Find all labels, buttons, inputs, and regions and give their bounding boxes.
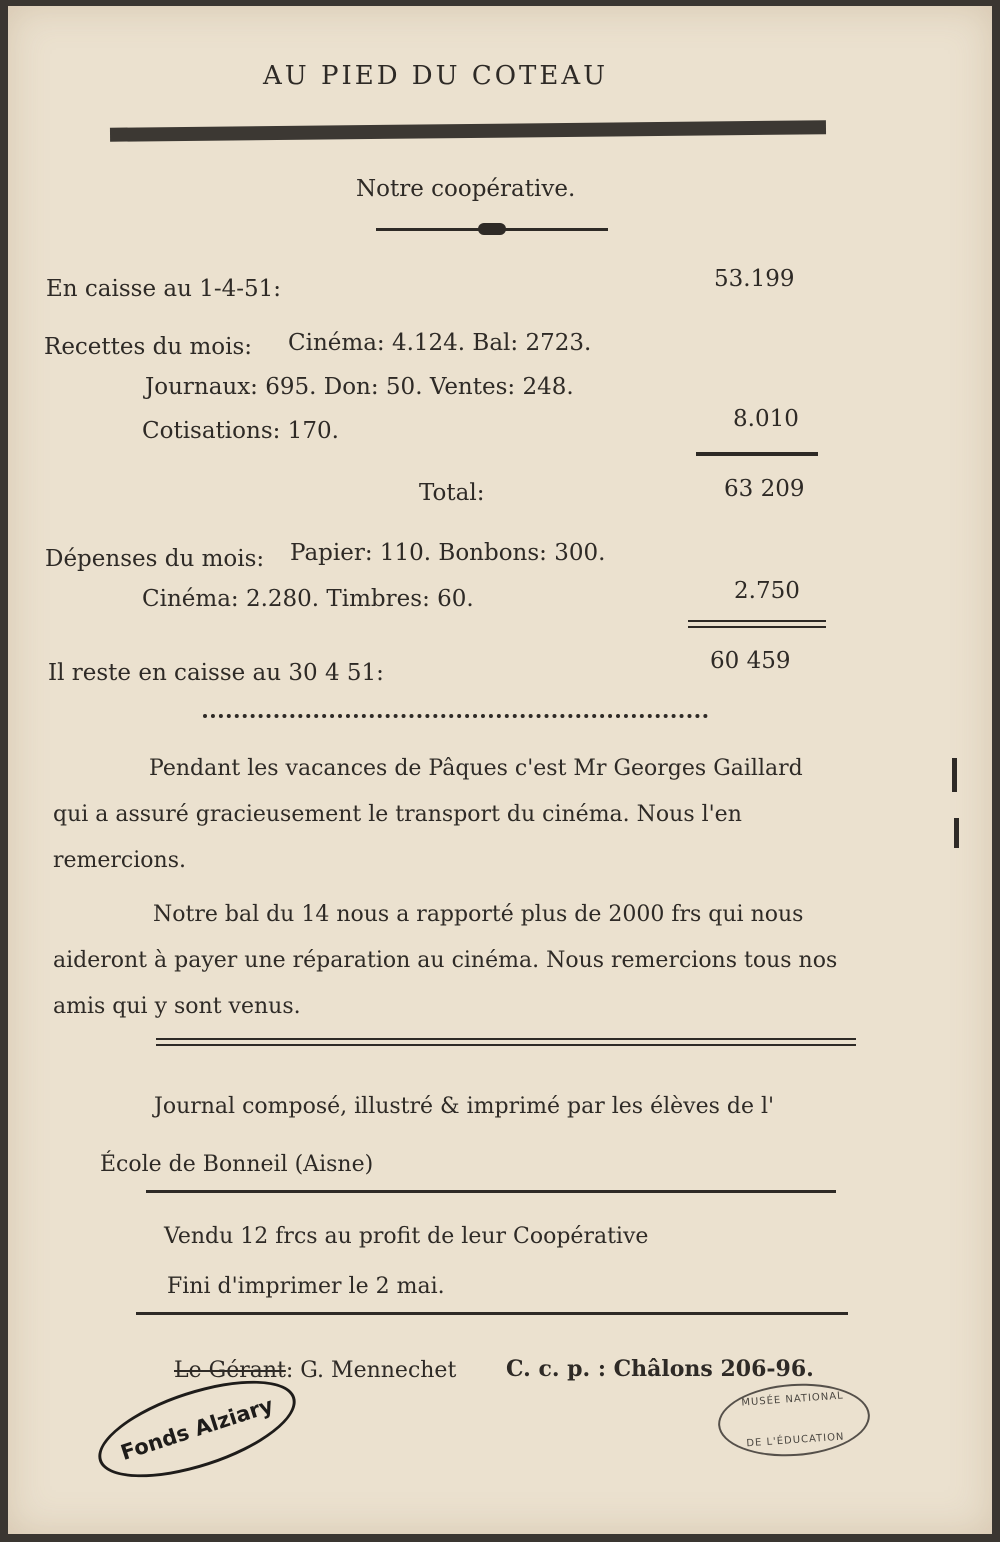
- gerant-name: : G. Mennechet: [285, 1358, 457, 1383]
- colophon-line-4: Fini d'imprimer le 2 mai.: [167, 1274, 445, 1299]
- colophon-line-1: Journal composé, illustré & imprimé par les élèves de l': [154, 1094, 775, 1119]
- recettes-line-3: Cotisations: 170.: [142, 418, 339, 444]
- ccp-line: C. c. p. : Châlons 206-96.: [506, 1356, 814, 1382]
- paragraph-transport: Pendant les vacances de Pâques c'est Mr Georges Gaillard qui a assuré gracieusement le transport du cinéma. Nous l'en remercions.: [53, 756, 803, 873]
- colophon-line-3: Vendu 12 frcs au profit de leur Coopérative: [164, 1224, 649, 1249]
- recettes-label: Recettes du mois:: [44, 334, 253, 360]
- recettes-line-2: Journaux: 695. Don: 50. Ventes: 248.: [145, 374, 574, 400]
- margin-mark-2: [954, 818, 959, 848]
- margin-mark-1: [952, 758, 957, 792]
- colophon-rule-1: [146, 1190, 836, 1193]
- dotted-separator: [203, 714, 708, 718]
- depenses-line-1: Papier: 110. Bonbons: 300.: [290, 540, 606, 566]
- colophon-rule-2: [136, 1312, 848, 1315]
- total-value: 63 209: [724, 476, 805, 502]
- en-caisse-value: 53.199: [714, 266, 795, 292]
- total-label: Total:: [419, 480, 485, 506]
- masthead-title: AU PIED DU COTEAU: [263, 61, 609, 91]
- depenses-line-2: Cinéma: 2.280. Timbres: 60.: [142, 586, 474, 612]
- gerant-line: [174, 1358, 456, 1383]
- reste-value: 60 459: [710, 648, 791, 674]
- subtotal-rule: [696, 452, 818, 456]
- depenses-label: Dépenses du mois:: [45, 546, 265, 572]
- section-title: Notre coopérative.: [356, 176, 576, 202]
- en-caisse-label: En caisse au 1-4-51:: [46, 276, 282, 302]
- reste-label: Il reste en caisse au 30 4 51:: [48, 660, 384, 686]
- paragraph-bal: Notre bal du 14 nous a rapporté plus de 2000 frs qui nous aideront à payer une réparation au cinéma. Nous remercions tous nos amis qui y sont venus.: [53, 902, 838, 1019]
- recettes-line-1: Cinéma: 4.124. Bal: 2723.: [288, 330, 592, 356]
- musee-stamp-top-text: MUSÉE NATIONAL: [741, 1390, 845, 1409]
- recettes-value: 8.010: [733, 406, 799, 432]
- ornament-center: [478, 223, 506, 235]
- musee-education-stamp: [716, 1379, 873, 1461]
- depenses-value: 2.750: [734, 578, 800, 604]
- colophon-line-2: École de Bonneil (Aisne): [100, 1152, 374, 1177]
- colophon-double-rule: [156, 1038, 856, 1046]
- depenses-double-rule: [688, 620, 826, 628]
- document-page: [8, 6, 992, 1534]
- gerant-label: Le Gérant: [174, 1358, 286, 1383]
- masthead-rule: [110, 120, 826, 141]
- musee-stamp-bottom-text: DE L'ÉDUCATION: [746, 1431, 845, 1450]
- fonds-alziary-stamp-text: Fonds Alziary: [117, 1393, 277, 1465]
